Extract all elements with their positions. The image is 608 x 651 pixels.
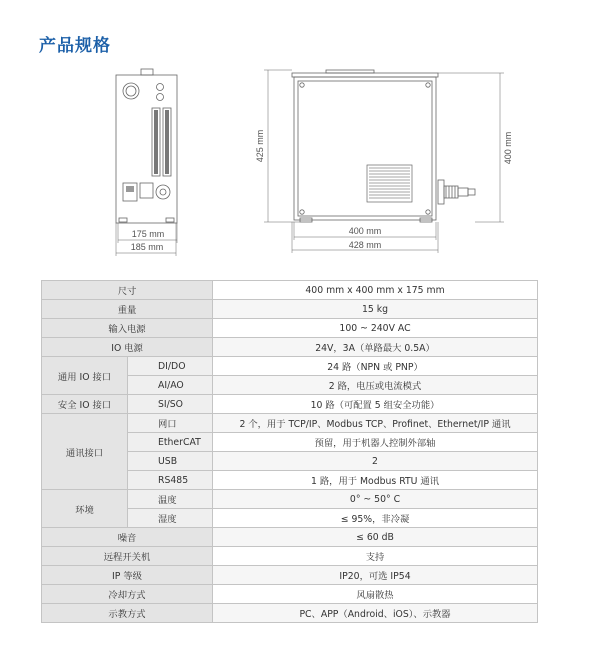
row-value: 2 <box>213 452 538 471</box>
row-value: ≤ 60 dB <box>213 528 538 547</box>
table-row <box>42 547 538 566</box>
side-view <box>116 69 177 256</box>
row-value: 2 路，电压或电流模式 <box>213 376 538 395</box>
front-width-outer-label: 428 mm <box>348 240 382 250</box>
row-sublabel: SI/SO <box>128 395 213 414</box>
row-label: 噪音 <box>42 528 213 547</box>
table-row <box>42 395 538 414</box>
table-row <box>42 300 538 319</box>
front-height-right-label: 400 mm <box>503 131 513 165</box>
row-value: 24V，3A（单路最大 0.5A） <box>213 338 538 357</box>
table-row <box>42 319 538 338</box>
table-row <box>42 566 538 585</box>
table-row <box>42 585 538 604</box>
row-value: 100 ~ 240V AC <box>213 319 538 338</box>
row-value: ≤ 95%，非冷凝 <box>213 509 538 528</box>
row-sublabel: 温度 <box>128 490 213 509</box>
group-label: 环境 <box>42 490 128 528</box>
dimension-drawing <box>0 0 608 270</box>
table-row <box>42 338 538 357</box>
side-width-inner-label: 175 mm <box>131 229 165 239</box>
row-value: 预留，用于机器人控制外部轴 <box>213 433 538 452</box>
row-label: 示教方式 <box>42 604 213 623</box>
row-label: IO 电源 <box>42 338 213 357</box>
row-value: IP20，可选 IP54 <box>213 566 538 585</box>
table-row <box>42 528 538 547</box>
row-value: 24 路（NPN 或 PNP） <box>213 357 538 376</box>
table-row <box>42 414 538 433</box>
row-sublabel: 网口 <box>128 414 213 433</box>
table-row <box>42 490 538 509</box>
row-label: 尺寸 <box>42 281 213 300</box>
row-sublabel: AI/AO <box>128 376 213 395</box>
group-label: 安全 IO 接口 <box>42 395 128 414</box>
side-width-outer-label: 185 mm <box>130 242 164 252</box>
row-label: 输入电源 <box>42 319 213 338</box>
row-label: 冷却方式 <box>42 585 213 604</box>
table-row <box>42 281 538 300</box>
row-label: IP 等级 <box>42 566 213 585</box>
row-value: 支持 <box>213 547 538 566</box>
row-label: 远程开关机 <box>42 547 213 566</box>
row-value: 0° ~ 50° C <box>213 490 538 509</box>
table-row <box>42 357 538 376</box>
row-label: 重量 <box>42 300 213 319</box>
row-sublabel: DI/DO <box>128 357 213 376</box>
spec-table <box>41 280 538 623</box>
row-value: 10 路（可配置 5 组安全功能） <box>213 395 538 414</box>
front-width-inner-label: 400 mm <box>348 226 382 236</box>
page-title: 产品规格 <box>39 36 111 56</box>
front-view <box>264 70 504 253</box>
row-sublabel: USB <box>128 452 213 471</box>
group-label: 通用 IO 接口 <box>42 357 128 395</box>
row-sublabel: EtherCAT <box>128 433 213 452</box>
row-value: 风扇散热 <box>213 585 538 604</box>
row-value: 400 mm x 400 mm x 175 mm <box>213 281 538 300</box>
row-value: 1 路，用于 Modbus RTU 通讯 <box>213 471 538 490</box>
table-row <box>42 604 538 623</box>
group-label: 通讯接口 <box>42 414 128 490</box>
row-value: 15 kg <box>213 300 538 319</box>
front-height-left-label: 425 mm <box>255 129 265 163</box>
row-sublabel: 湿度 <box>128 509 213 528</box>
row-value: 2 个，用于 TCP/IP、Modbus TCP、Profinet、Ethernet/IP 通讯 <box>213 414 538 433</box>
row-sublabel: RS485 <box>128 471 213 490</box>
row-value: PC、APP（Android、iOS）、示教器 <box>213 604 538 623</box>
